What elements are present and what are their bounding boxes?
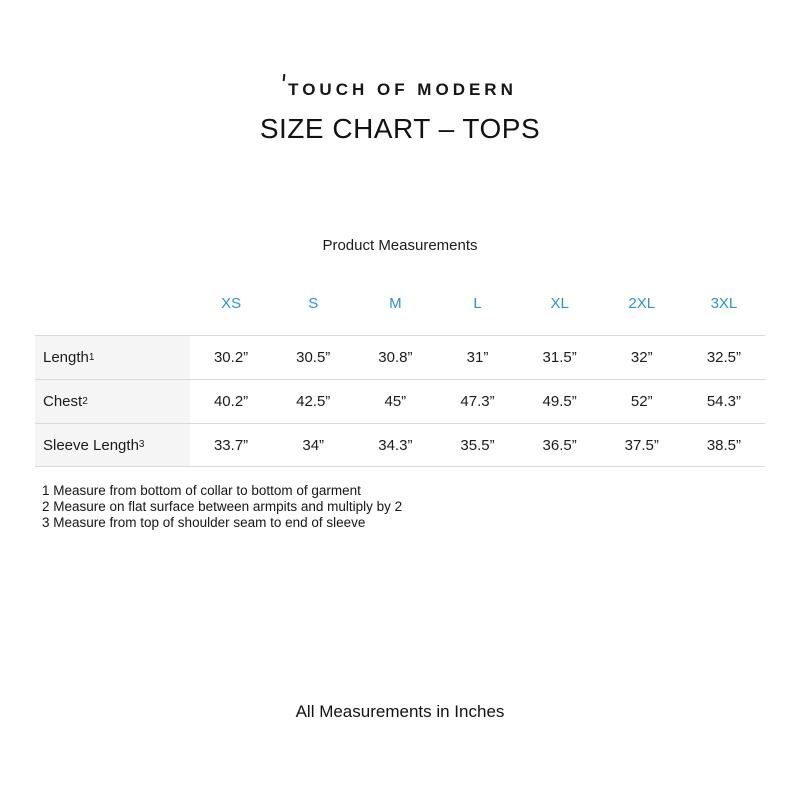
size-header-xl: XL bbox=[550, 295, 569, 312]
measurement-value: 38.5” bbox=[706, 436, 742, 454]
measurement-value: 30.5” bbox=[296, 349, 331, 366]
measurement-value: 32” bbox=[630, 349, 653, 366]
size-table bbox=[35, 286, 765, 467]
measurement-value: 45” bbox=[384, 393, 407, 410]
measurement-value: 47.3” bbox=[460, 393, 495, 410]
measurement-value: 33.7” bbox=[213, 436, 249, 454]
table-caption: Product Measurements bbox=[322, 237, 478, 254]
units-note: All Measurements in Inches bbox=[295, 702, 505, 721]
footnotes bbox=[42, 483, 800, 531]
size-header-m: M bbox=[389, 295, 402, 312]
measurement-value: 32.5” bbox=[706, 349, 742, 366]
measurement-value: 31.5” bbox=[542, 349, 577, 366]
measurement-value: 37.5” bbox=[624, 436, 659, 454]
size-header-l: L bbox=[473, 295, 482, 312]
table-row-sleeve-length bbox=[35, 423, 765, 467]
brand-logo bbox=[0, 0, 800, 100]
header-spacer-cell bbox=[35, 295, 190, 335]
footnote-1: 1 Measure from bottom of collar to bottom of garment bbox=[42, 483, 361, 498]
size-header-2xl: 2XL bbox=[628, 295, 656, 312]
measurement-value: 36.5” bbox=[542, 436, 577, 454]
row-label: Sleeve Length 3 bbox=[35, 424, 190, 466]
size-header-xs: XS bbox=[221, 295, 242, 312]
size-header-row bbox=[35, 286, 765, 335]
measurement-value: 35.5” bbox=[460, 436, 495, 454]
row-label-text: Length bbox=[43, 349, 89, 366]
brand-logo-text: TOUCH OF MODERN bbox=[288, 80, 517, 99]
measurement-value: 30.2” bbox=[213, 349, 249, 366]
measurement-value: 31” bbox=[466, 349, 489, 366]
size-header-3xl: 3XL bbox=[710, 295, 738, 312]
measurement-value: 49.5” bbox=[542, 393, 577, 410]
logo-tick-icon bbox=[283, 74, 286, 81]
table-row-length bbox=[35, 335, 765, 379]
footnote-2: 2 Measure on flat surface between armpits and multiply by 2 bbox=[42, 499, 403, 514]
measurement-value: 30.8” bbox=[378, 349, 413, 366]
measurement-value: 34” bbox=[302, 436, 325, 454]
row-label: Chest 2 bbox=[35, 380, 190, 423]
measurement-value: 54.3” bbox=[706, 393, 742, 410]
measurement-value: 40.2” bbox=[213, 393, 249, 410]
measurement-value: 34.3” bbox=[378, 436, 413, 454]
row-label-text: Sleeve Length bbox=[43, 436, 139, 454]
footnote-3: 3 Measure from top of shoulder seam to end of sleeve bbox=[42, 515, 366, 530]
row-label-text: Chest bbox=[43, 393, 83, 410]
table-row-chest bbox=[35, 379, 765, 423]
row-label: Length 1 bbox=[35, 336, 190, 379]
measurement-value: 42.5” bbox=[296, 393, 331, 410]
size-header-s: S bbox=[308, 295, 319, 312]
page-title: SIZE CHART – TOPS bbox=[259, 113, 541, 144]
measurement-value: 52” bbox=[630, 393, 653, 410]
